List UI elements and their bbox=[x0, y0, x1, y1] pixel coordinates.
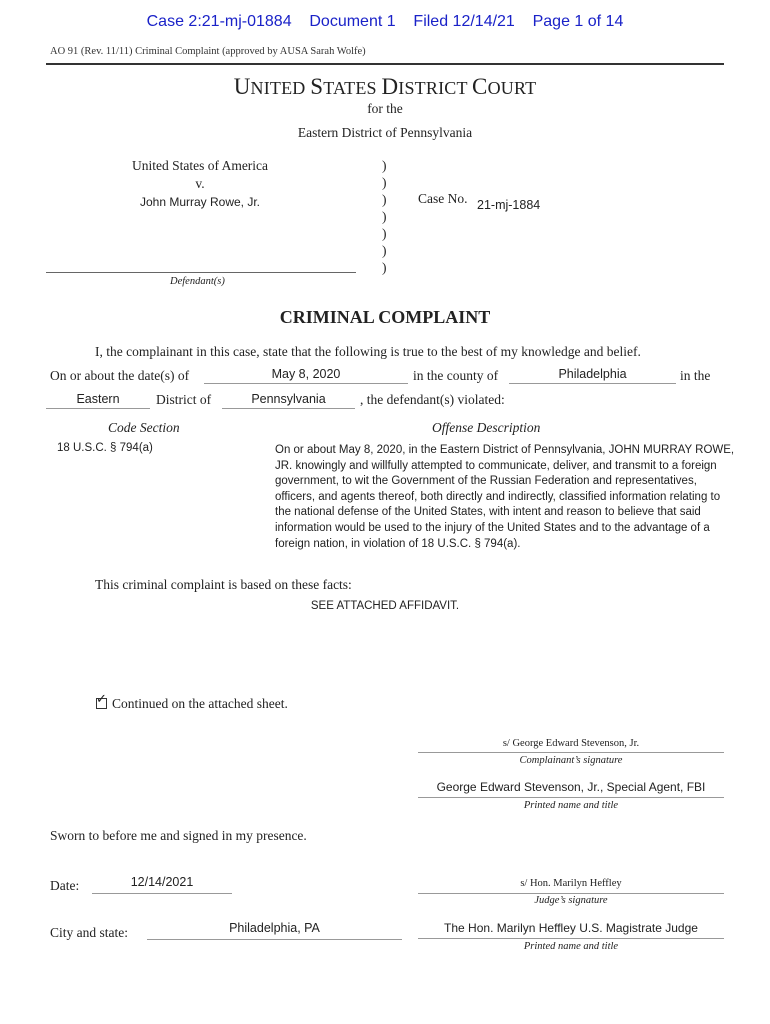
judge-printed-label: Printed name and title bbox=[523, 941, 619, 952]
city-state-label: City and state: bbox=[50, 925, 128, 940]
code-section-header: Code Section bbox=[108, 420, 180, 435]
check-icon: ✓ bbox=[96, 692, 107, 707]
case-no-value: 21-mj-1884 bbox=[477, 198, 541, 212]
county-value: Philadelphia bbox=[558, 367, 627, 381]
judge-printed-rule bbox=[418, 938, 724, 939]
state-value: Pennsylvania bbox=[251, 392, 326, 406]
judge-signature-label: Judge’s signature bbox=[534, 895, 608, 906]
county-label: in the county of bbox=[413, 368, 499, 383]
complainant-signature-label: Complainant’s signature bbox=[519, 755, 623, 766]
complainant-signature: s/ George Edward Stevenson, Jr. bbox=[502, 738, 640, 749]
document-title: CRIMINAL COMPLAINT bbox=[279, 307, 491, 327]
statement-intro: I, the complainant in this case, state that the following is true to the best of my knowledge and belief. bbox=[95, 344, 641, 359]
filing-stamp bbox=[0, 13, 770, 31]
form-id: AO 91 (Rev. 11/11) Criminal Complaint (approved by AUSA Sarah Wolfe) bbox=[50, 46, 366, 57]
case-no-label: Case No. bbox=[418, 191, 468, 206]
continued-label: Continued on the attached sheet. bbox=[112, 696, 288, 711]
district-prefix: Eastern bbox=[76, 392, 120, 406]
defendant-label: Defendant(s) bbox=[170, 276, 225, 287]
state-rule bbox=[222, 408, 355, 409]
sworn-statement: Sworn to before me and signed in my presence. bbox=[50, 828, 307, 843]
date-rule bbox=[204, 383, 408, 384]
facts-value: SEE ATTACHED AFFIDAVIT. bbox=[310, 600, 460, 612]
district-of-label: District of bbox=[156, 392, 212, 407]
offense-description-header: Offense Description bbox=[432, 420, 541, 435]
date-label: Date: bbox=[50, 878, 80, 893]
caption-paren: ) bbox=[382, 209, 387, 224]
stamp-page: Page 1 of 14 bbox=[532, 13, 624, 30]
for-the: for the bbox=[367, 101, 403, 116]
court-district: Eastern District of Pennsylvania bbox=[297, 125, 473, 140]
complainant-printed-name: George Edward Stevenson, Jr., Special Agent, FBI bbox=[436, 780, 706, 794]
judge-signature: s/ Hon. Marilyn Heffley bbox=[520, 878, 622, 889]
versus: v. bbox=[195, 176, 205, 191]
plaintiff-name: United States of America bbox=[131, 158, 269, 173]
complainant-printed-rule bbox=[418, 797, 724, 798]
court-name: UNITED STATES DISTRICT COURT bbox=[233, 74, 537, 99]
code-section-value: 18 U.S.C. § 794(a) bbox=[57, 442, 153, 454]
violated-label: , the defendant(s) violated: bbox=[360, 392, 505, 407]
offense-description-text: On or about May 8, 2020, in the Eastern District of Pennsylvania, JOHN MURRAY ROWE, JR. knowingly and willfully attempted to communicate, deliver, and transmit to a foreign government, to wit the Government of the Russian Federation and representatives, officers, and agents thereof, both directly and indirectly, classified information relating to the national defense of the United States, with intent and reason to believe that said information would be used to the injury of the United States and to the advantage of a foreign nation, in violation of 18 U.S.C. § 794(a). bbox=[275, 444, 735, 550]
caption-rule bbox=[46, 272, 356, 273]
county-rule bbox=[509, 383, 676, 384]
judge-signature-rule bbox=[418, 893, 724, 894]
caption-paren: ) bbox=[382, 158, 387, 173]
caption-paren: ) bbox=[382, 192, 387, 207]
stamp-document: Document 1 bbox=[309, 13, 396, 30]
city-state-rule bbox=[147, 939, 402, 940]
stamp-case-number: Case 2:21-mj-01884 bbox=[146, 13, 292, 30]
district-rule bbox=[46, 408, 150, 409]
on-or-about-label: On or about the date(s) of bbox=[50, 368, 190, 383]
header-rule bbox=[46, 63, 724, 65]
city-state-value: Philadelphia, PA bbox=[229, 921, 320, 935]
date-value: 12/14/2021 bbox=[130, 875, 194, 889]
complainant-printed-label: Printed name and title bbox=[523, 800, 619, 811]
defendant-name: John Murray Rowe, Jr. bbox=[139, 195, 261, 209]
caption-paren: ) bbox=[382, 175, 387, 190]
stamp-filed: Filed 12/14/21 bbox=[413, 13, 515, 30]
caption-paren: ) bbox=[382, 226, 387, 241]
in-the-label: in the bbox=[680, 368, 711, 383]
caption-paren: ) bbox=[382, 243, 387, 258]
offense-date: May 8, 2020 bbox=[271, 367, 341, 381]
caption-paren: ) bbox=[382, 260, 387, 275]
complainant-signature-rule bbox=[418, 752, 724, 753]
judge-printed-name: The Hon. Marilyn Heffley U.S. Magistrate Judge bbox=[444, 921, 698, 935]
facts-intro: This criminal complaint is based on these facts: bbox=[95, 577, 352, 592]
date-value-rule bbox=[92, 893, 232, 894]
